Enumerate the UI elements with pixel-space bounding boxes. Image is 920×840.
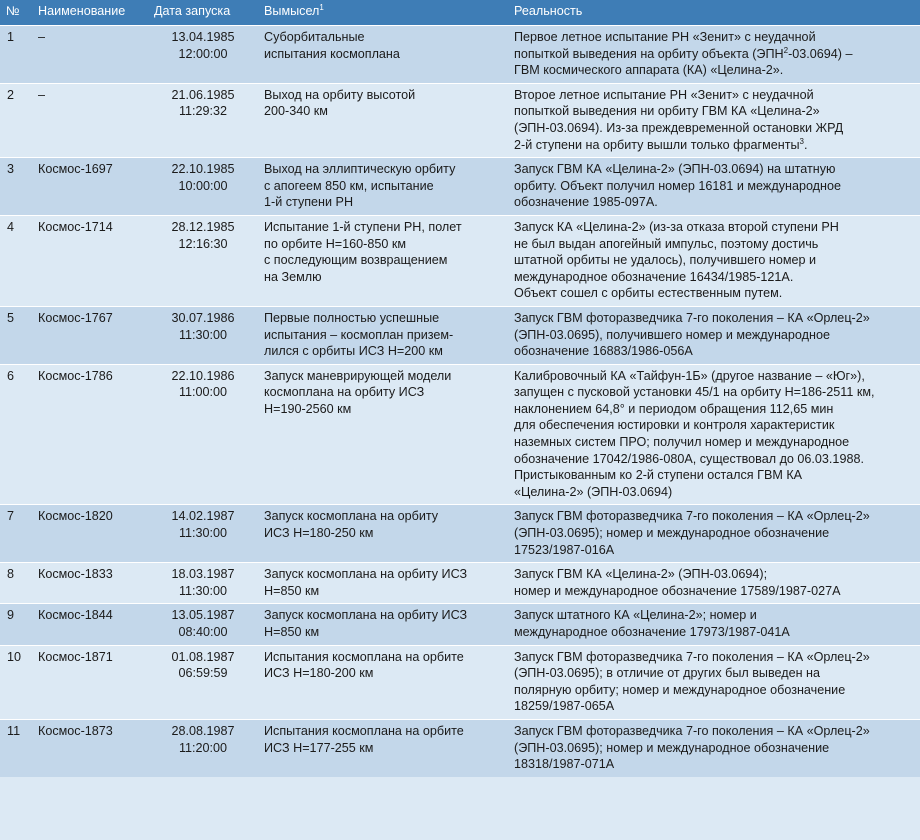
row-date-cell bbox=[148, 83, 258, 157]
launch-time: 08:40:00 bbox=[178, 625, 228, 639]
reality-text: попыткой выведения ни орбиту ГВМ КА «Целина-2» bbox=[514, 104, 820, 119]
reality-line bbox=[514, 756, 915, 773]
row-number-cell bbox=[0, 83, 32, 157]
reality-text: (ЭПН-03.0694). Из-за преждевременной остановки ЖРД bbox=[514, 120, 844, 135]
row-reality-cell bbox=[508, 645, 920, 719]
fiction-line: ИСЗ H=180-250 км bbox=[264, 526, 374, 541]
fiction-line: Запуск маневрирующей модели bbox=[264, 368, 452, 383]
row-fiction-cell bbox=[258, 306, 508, 364]
row-fiction-cell bbox=[258, 719, 508, 776]
reality-text: наклонением 64,8° и периодом обращения 112,65 мин bbox=[514, 401, 834, 416]
row-name: Космос-1786 bbox=[38, 368, 113, 383]
row-number: 4 bbox=[7, 219, 15, 234]
row-reality-cell bbox=[508, 26, 920, 84]
row-number: 1 bbox=[7, 30, 15, 44]
reality-line bbox=[514, 508, 915, 525]
table-body bbox=[0, 26, 920, 777]
row-name: Космос-1873 bbox=[38, 723, 113, 738]
reality-text: международное обозначение 16434/1985-121А. bbox=[514, 269, 794, 284]
launch-date: 22.10.1986 bbox=[171, 368, 235, 383]
launch-date: 18.03.1987 bbox=[171, 567, 235, 582]
row-name-cell bbox=[32, 505, 148, 563]
row-fiction-cell bbox=[258, 26, 508, 84]
fiction-line: Запуск космоплана на орбиту bbox=[264, 509, 439, 524]
fiction-line: испытания – космоплан призем- bbox=[264, 327, 454, 342]
fiction-line: Испытание 1-й ступени РН, полет bbox=[264, 219, 462, 234]
fiction-line: ИСЗ H=180-200 км bbox=[264, 666, 374, 681]
row-number: 2 bbox=[7, 87, 15, 102]
reality-line bbox=[514, 219, 915, 236]
row-reality-cell bbox=[508, 364, 920, 505]
header-fiction-label: Вымысел bbox=[264, 4, 320, 18]
reality-text: обозначение 1985-097А. bbox=[514, 195, 658, 210]
launch-date: 13.05.1987 bbox=[171, 608, 235, 623]
reality-line bbox=[514, 740, 915, 757]
row-date-cell bbox=[148, 364, 258, 505]
row-fiction-cell bbox=[258, 645, 508, 719]
reality-line bbox=[514, 161, 915, 178]
launch-date: 13.04.1985 bbox=[171, 30, 235, 44]
reality-line bbox=[514, 46, 915, 63]
row-date-cell bbox=[148, 158, 258, 216]
reality-line bbox=[514, 624, 915, 641]
row-date-cell bbox=[148, 215, 258, 306]
reality-line bbox=[514, 368, 915, 385]
header-reality: Реальность bbox=[508, 0, 920, 26]
reality-line bbox=[514, 698, 915, 715]
table-row bbox=[0, 604, 920, 645]
row-number: 9 bbox=[7, 608, 15, 623]
reality-line bbox=[514, 62, 915, 79]
launch-time: 10:00:00 bbox=[178, 178, 228, 193]
reality-line bbox=[514, 343, 915, 360]
row-date-cell bbox=[148, 26, 258, 84]
row-name-cell bbox=[32, 364, 148, 505]
reality-line bbox=[514, 723, 915, 740]
reality-text: 18318/1987-071А bbox=[514, 757, 615, 772]
reality-line bbox=[514, 120, 915, 137]
launch-date: 22.10.1985 bbox=[171, 162, 235, 177]
header-fiction-footnote: 1 bbox=[319, 2, 324, 12]
row-number: 8 bbox=[7, 567, 15, 582]
reality-text: 17523/1987-016А bbox=[514, 542, 615, 557]
row-number-cell bbox=[0, 604, 32, 645]
reality-line bbox=[514, 178, 915, 195]
row-number-cell bbox=[0, 505, 32, 563]
footnote-marker: 2 bbox=[783, 45, 789, 55]
header-name: Наименование bbox=[32, 0, 148, 26]
fiction-line: на Землю bbox=[264, 269, 322, 284]
row-date-cell bbox=[148, 505, 258, 563]
row-reality-cell bbox=[508, 306, 920, 364]
header-date: Дата запуска bbox=[148, 0, 258, 26]
row-reality-cell bbox=[508, 215, 920, 306]
launch-time: 06:59:59 bbox=[178, 666, 228, 681]
fiction-line: лился с орбиты ИСЗ H=200 км bbox=[264, 344, 443, 359]
reality-text: Пристыкованным ко 2-й ступени остался ГВМ КА bbox=[514, 468, 803, 483]
reality-text: наземных систем ПРО; получил номер и международное bbox=[514, 435, 850, 450]
table-row bbox=[0, 719, 920, 776]
header-fiction bbox=[258, 0, 508, 26]
row-fiction-cell bbox=[258, 364, 508, 505]
reality-text: Калибровочный КА «Тайфун-1Б» (другое название – «Юг»), bbox=[514, 368, 865, 383]
fiction-line: Первые полностью успешные bbox=[264, 310, 440, 325]
reality-line bbox=[514, 236, 915, 253]
launch-date: 21.06.1985 bbox=[171, 87, 235, 102]
row-fiction-cell bbox=[258, 604, 508, 645]
reality-line bbox=[514, 607, 915, 624]
reality-line bbox=[514, 451, 915, 468]
fiction-line: Выход на орбиту высотой bbox=[264, 87, 416, 102]
reality-line bbox=[514, 525, 915, 542]
row-name: Космос-1714 bbox=[38, 219, 113, 234]
launch-time: 12:00:00 bbox=[178, 46, 228, 61]
row-name-cell bbox=[32, 306, 148, 364]
fiction-line: 1-й ступени РН bbox=[264, 195, 354, 210]
row-name: Космос-1697 bbox=[38, 162, 113, 177]
row-name: – bbox=[38, 30, 46, 44]
launch-date: 14.02.1987 bbox=[171, 509, 235, 524]
table-row bbox=[0, 505, 920, 563]
launch-date: 01.08.1987 bbox=[171, 649, 235, 664]
reality-text: запущен с пусковой установки 45/1 на орбиту H=186-2511 км, bbox=[514, 385, 875, 400]
row-name-cell bbox=[32, 215, 148, 306]
row-number-cell bbox=[0, 215, 32, 306]
fiction-line: H=850 км bbox=[264, 625, 320, 639]
reality-text: штатной орбиты не удалось), получившего номер и bbox=[514, 253, 817, 268]
row-name: – bbox=[38, 87, 46, 102]
row-number-cell bbox=[0, 645, 32, 719]
reality-line bbox=[514, 87, 915, 104]
row-number-cell bbox=[0, 306, 32, 364]
reality-text: Первое летное испытание РН «Зенит» с неудачной bbox=[514, 30, 816, 44]
reality-text: Запуск ГВМ фоторазведчика 7-го поколения – КА «Орлец-2» bbox=[514, 310, 870, 325]
row-reality-cell bbox=[508, 719, 920, 776]
row-name-cell bbox=[32, 645, 148, 719]
reality-text: «Целина-2» (ЭПН-03.0694) bbox=[514, 484, 673, 499]
reality-text: Запуск ГВМ фоторазведчика 7-го поколения – КА «Орлец-2» bbox=[514, 509, 870, 524]
reality-line bbox=[514, 417, 915, 434]
row-name-cell bbox=[32, 83, 148, 157]
row-number: 6 bbox=[7, 368, 15, 383]
fiction-line: H=850 км bbox=[264, 583, 320, 598]
table-row bbox=[0, 645, 920, 719]
row-name: Космос-1820 bbox=[38, 509, 113, 524]
launch-time: 11:30:00 bbox=[178, 583, 228, 598]
fiction-line: космоплана на орбиту ИСЗ bbox=[264, 385, 425, 400]
launch-time: 11:30:00 bbox=[178, 526, 228, 541]
row-name: Космос-1767 bbox=[38, 310, 113, 325]
row-fiction-cell bbox=[258, 83, 508, 157]
reality-line bbox=[514, 665, 915, 682]
reality-text: Объект сошел с орбиты естественным путем. bbox=[514, 286, 783, 301]
reality-line bbox=[514, 269, 915, 286]
fiction-line: ИСЗ H=177-255 км bbox=[264, 740, 374, 755]
reality-text: 2-й ступени на орбиту вышли только фрагменты bbox=[514, 137, 800, 152]
reality-line bbox=[514, 542, 915, 559]
row-number: 3 bbox=[7, 162, 15, 177]
row-fiction-cell bbox=[258, 158, 508, 216]
fiction-line: Суборбитальные bbox=[264, 30, 365, 44]
row-date-cell bbox=[148, 719, 258, 776]
fiction-line: 200-340 км bbox=[264, 104, 328, 119]
row-number-cell bbox=[0, 563, 32, 604]
row-name-cell bbox=[32, 719, 148, 776]
reality-text: попыткой выведения на орбиту объекта (ЭПН bbox=[514, 46, 784, 61]
reality-text: номер и международное обозначение 17589/1987-027А bbox=[514, 583, 841, 598]
launch-time: 11:00:00 bbox=[178, 385, 228, 400]
reality-text: международное обозначение 17973/1987-041А bbox=[514, 625, 790, 639]
row-date-cell bbox=[148, 563, 258, 604]
fiction-line: испытания космоплана bbox=[264, 46, 400, 61]
table-header-row bbox=[0, 0, 920, 26]
reality-line bbox=[514, 484, 915, 501]
launch-date: 30.07.1986 bbox=[171, 310, 235, 325]
reality-line bbox=[514, 29, 915, 46]
reality-text: для обеспечения юстировки и контроля характеристик bbox=[514, 418, 835, 433]
fiction-line: Испытания космоплана на орбите bbox=[264, 649, 464, 664]
fiction-line: H=190-2560 км bbox=[264, 401, 352, 416]
table-row bbox=[0, 306, 920, 364]
row-number-cell bbox=[0, 364, 32, 505]
reality-line bbox=[514, 649, 915, 666]
row-fiction-cell bbox=[258, 215, 508, 306]
reality-line bbox=[514, 566, 915, 583]
launch-time: 11:30:00 bbox=[178, 327, 228, 342]
reality-text: (ЭПН-03.0695); номер и международное обозначение bbox=[514, 740, 830, 755]
row-number-cell bbox=[0, 719, 32, 776]
reality-text: не был выдан апогейный импульс, поэтому достичь bbox=[514, 236, 819, 251]
launch-time: 11:20:00 bbox=[178, 740, 228, 755]
row-reality-cell bbox=[508, 505, 920, 563]
row-number-cell bbox=[0, 26, 32, 84]
reality-text: Запуск штатного КА «Целина-2»; номер и bbox=[514, 608, 757, 623]
row-name: Космос-1844 bbox=[38, 608, 113, 623]
table-row bbox=[0, 83, 920, 157]
fiction-line: с апогеем 850 км, испытание bbox=[264, 178, 434, 193]
row-reality-cell bbox=[508, 83, 920, 157]
row-name-cell bbox=[32, 563, 148, 604]
reality-line bbox=[514, 310, 915, 327]
reality-text: обозначение 16883/1986-056А bbox=[514, 344, 693, 359]
footnote-marker: 3 bbox=[799, 136, 804, 146]
row-reality-cell bbox=[508, 563, 920, 604]
reality-line bbox=[514, 285, 915, 302]
row-name: Космос-1833 bbox=[38, 567, 113, 582]
reality-text: Запуск ГВМ КА «Целина-2» (ЭПН-03.0694); bbox=[514, 567, 768, 582]
fiction-line: Выход на эллиптическую орбиту bbox=[264, 162, 456, 177]
row-fiction-cell bbox=[258, 505, 508, 563]
reality-text: . bbox=[803, 137, 808, 152]
reality-line bbox=[514, 467, 915, 484]
reality-text: (ЭПН-03.0695), получившего номер и международное bbox=[514, 327, 830, 342]
reality-line bbox=[514, 194, 915, 211]
reality-text: (ЭПН-03.0695); в отличие от других был выведен на bbox=[514, 666, 821, 681]
row-date-cell bbox=[148, 604, 258, 645]
fiction-line: Запуск космоплана на орбиту ИСЗ bbox=[264, 608, 468, 623]
reality-text: полярную орбиту; номер и международное обозначение bbox=[514, 682, 846, 697]
table-row bbox=[0, 364, 920, 505]
reality-text: орбиту. Объект получил номер 16181 и международное bbox=[514, 178, 841, 193]
fiction-line: Запуск космоплана на орбиту ИСЗ bbox=[264, 567, 468, 582]
reality-line bbox=[514, 682, 915, 699]
row-name-cell bbox=[32, 26, 148, 84]
launch-time: 11:29:32 bbox=[178, 104, 228, 119]
reality-line bbox=[514, 401, 915, 418]
row-number: 5 bbox=[7, 310, 15, 325]
row-number: 7 bbox=[7, 509, 15, 524]
reality-line bbox=[514, 252, 915, 269]
launch-date: 28.08.1987 bbox=[171, 723, 235, 738]
row-name: Космос-1871 bbox=[38, 649, 113, 664]
row-date-cell bbox=[148, 306, 258, 364]
reality-text: обозначение 17042/1986-080А, существовал до 06.03.1988. bbox=[514, 451, 864, 466]
reality-line bbox=[514, 384, 915, 401]
fiction-line: Испытания космоплана на орбите bbox=[264, 723, 464, 738]
row-date-cell bbox=[148, 645, 258, 719]
reality-text: Второе летное испытание РН «Зенит» с неудачной bbox=[514, 87, 814, 102]
fiction-line: с последующим возвращением bbox=[264, 253, 448, 268]
table-row bbox=[0, 215, 920, 306]
table-row bbox=[0, 158, 920, 216]
reality-text: Запуск ГВМ фоторазведчика 7-го поколения – КА «Орлец-2» bbox=[514, 649, 870, 664]
reality-text: Запуск ГВМ фоторазведчика 7-го поколения – КА «Орлец-2» bbox=[514, 723, 870, 738]
reality-line bbox=[514, 583, 915, 600]
row-number-cell bbox=[0, 158, 32, 216]
header-num: № bbox=[0, 0, 32, 26]
row-name-cell bbox=[32, 604, 148, 645]
table-row bbox=[0, 26, 920, 84]
reality-text: ГВМ космического аппарата (КА) «Целина-2». bbox=[514, 63, 784, 78]
launch-time: 12:16:30 bbox=[178, 236, 228, 251]
reality-line bbox=[514, 434, 915, 451]
reality-text: Запуск КА «Целина-2» (из-за отказа второй ступени РН bbox=[514, 219, 839, 234]
reality-text: Запуск ГВМ КА «Целина-2» (ЭПН-03.0694) на штатную bbox=[514, 162, 836, 177]
reality-text: 18259/1987-065А bbox=[514, 699, 615, 714]
row-reality-cell bbox=[508, 158, 920, 216]
reality-text: (ЭПН-03.0695); номер и международное обозначение bbox=[514, 526, 830, 541]
table-row bbox=[0, 563, 920, 604]
reality-text: -03.0694) – bbox=[788, 46, 853, 61]
fiction-line: по орбите H=160-850 км bbox=[264, 236, 407, 251]
reality-line bbox=[514, 327, 915, 344]
launch-date: 28.12.1985 bbox=[171, 219, 235, 234]
row-name-cell bbox=[32, 158, 148, 216]
reality-line bbox=[514, 137, 915, 154]
row-reality-cell bbox=[508, 604, 920, 645]
row-number: 10 bbox=[7, 649, 22, 664]
reality-line bbox=[514, 103, 915, 120]
row-number: 11 bbox=[7, 723, 21, 738]
row-fiction-cell bbox=[258, 563, 508, 604]
